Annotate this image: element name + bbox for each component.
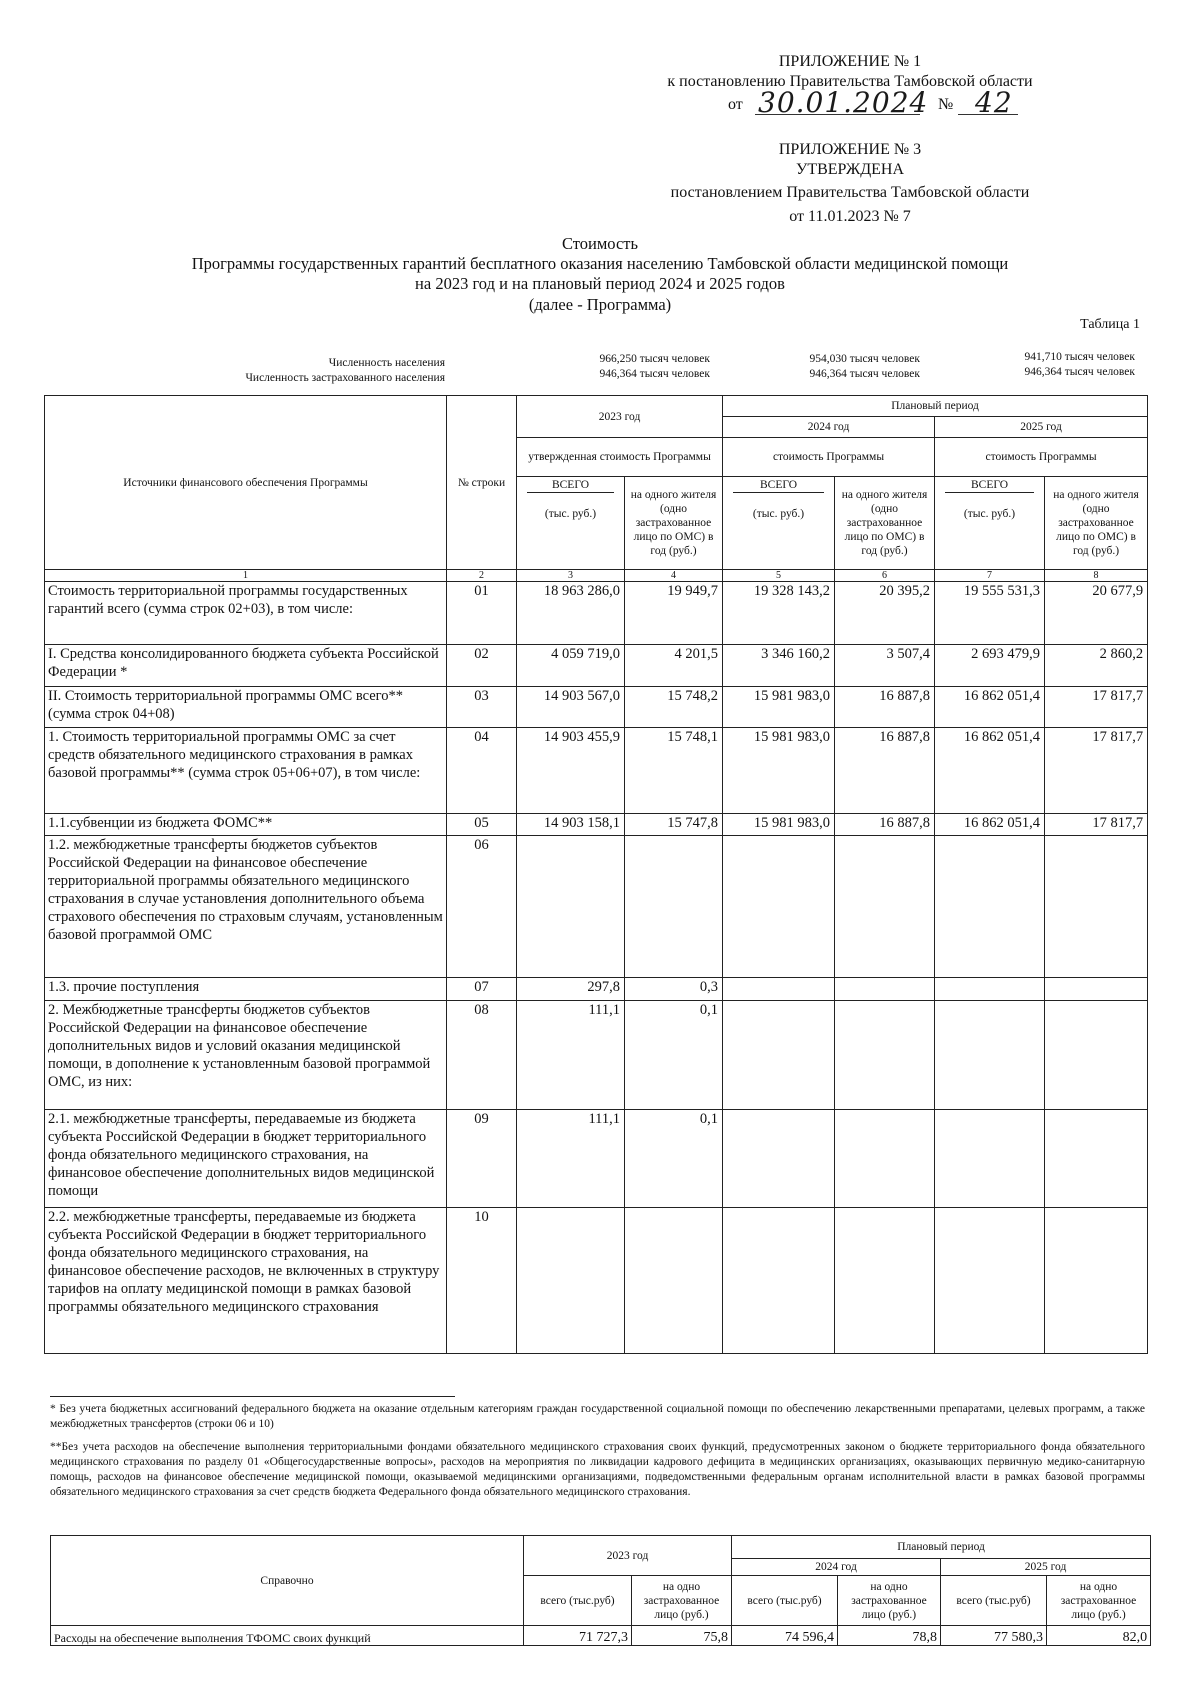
ref-year-2024-header: 2024 год [732,1559,941,1576]
value-cell [1045,1001,1148,1110]
col-number: 8 [1045,570,1148,582]
value-cell: 111,1 [517,1001,625,1110]
value-cell [935,978,1045,1001]
approved-cost-header: утвержденная стоимость Программы [517,438,723,477]
value-cell [517,836,625,978]
value-cell [723,1208,835,1354]
row-number: 06 [447,836,517,978]
footnote-separator [50,1396,455,1397]
footnote-2: **Без учета расходов на обеспечение выполнения территориальными фондами обязательного медицинского страхования своих функций, предусмотренных законом о бюджете территориального фонда обязательного медицинского страхования по разделу 01 «Общегосударственные вопросы», расходов на мероприятия по ликвидации кадрового дефицита в медицинских организациях, оказывающих первичную медико-санитарную помощь, расходов на финансовое обеспечение медицинской помощи, оказываемой медицинскими организациями, подведомственными федеральным органам исполнительной власти в рамках базовой программы обязательного медицинского страхования за счет средств бюджета Федерального фонда обязательного медицинского страхования. [50,1441,1145,1498]
table-label: Таблица 1 [1080,317,1140,332]
insured-2025: 946,364 тысяч человек [1024,366,1135,378]
row-label: 1.2. межбюджетные трансферты бюджетов субъектов Российской Федерации на финансовое обеспечение территориальной программы обязательного медицинского страхования в случае установления дополнительного объема страхового обеспечения по страховым случаям, установленным базовой программой ОМС [45,836,447,978]
table-row [45,836,1148,978]
value-cell: 2 693 479,9 [935,645,1045,687]
value-cell: 4 059 719,0 [517,645,625,687]
table-row [45,728,1148,814]
table-row [45,1208,1148,1354]
value-cell: 20 677,9 [1045,582,1148,645]
value-cell: 0,3 [625,978,723,1001]
value-cell: 15 747,8 [625,814,723,836]
value-cell [935,836,1045,978]
value-cell [723,1001,835,1110]
sources-header: Источники финансового обеспечения Программы [45,396,447,570]
appendix1-reference: к постановлению Правительства Тамбовской области [667,73,1033,90]
value-cell: 111,1 [517,1110,625,1208]
value-cell: 16 887,8 [835,814,935,836]
year-2024-header: 2024 год [723,417,935,438]
reference-table [50,1535,1151,1646]
value-cell [723,978,835,1001]
population-2024: 954,030 тысяч человек [809,353,920,365]
value-cell [1045,1208,1148,1354]
ref-per-insured-2024-header: на одно застрахованное лицо (руб.) [838,1576,941,1626]
value-cell: 14 903 455,9 [517,728,625,814]
row-label: 2.2. межбюджетные трансферты, передаваемые из бюджета субъекта Российской Федерации в бюджет территориального фонда обязательного медицинского страхования, на финансовое обеспечение расходов, не включенных в структуру тарифов на оплату медицинской помощи в рамках базовой программы обязательного медицинского страхования [45,1208,447,1354]
appendix1-date-handwritten: 30.01.2024 [758,86,929,119]
row-label: I. Средства консолидированного бюджета субъекта Российской Федерации * [45,645,447,687]
row-label: 2.1. межбюджетные трансферты, передаваемые из бюджета субъекта Российской Федерации в бюджет территориального фонда обязательного медицинского страхования, на финансовое обеспечение дополнительных видов медицинской помощи [45,1110,447,1208]
ref-row-tfoms-expenses [51,1626,1151,1646]
ref-total-2025-header: всего (тыс.руб) [941,1576,1047,1626]
table-row [45,687,1148,728]
row-number: 10 [447,1208,517,1354]
appendix1-title: ПРИЛОЖЕНИЕ № 1 [778,53,922,70]
doc-title-line3: на 2023 год и на плановый период 2024 и 2025 годов [415,274,785,293]
ref-total-2023-header: всего (тыс.руб) [524,1576,632,1626]
row-number: 03 [447,687,517,728]
value-cell: 0,1 [625,1001,723,1110]
value-cell: 19 555 531,3 [935,582,1045,645]
value-cell: 16 887,8 [835,728,935,814]
appendix1-number-handwritten: 42 [975,86,1013,119]
row-label: Стоимость территориальной программы государственных гарантий всего (сумма строк 02+03), в том числе: [45,582,447,645]
row-no-header: № строки [447,396,517,570]
ref-value: 75,8 [632,1626,732,1646]
row-label: 1.3. прочие поступления [45,978,447,1001]
ref-planned-header: Плановый период [732,1536,1151,1559]
ref-value: 74 596,4 [732,1626,838,1646]
planned-period-header: Плановый период [723,396,1148,417]
per-resident-2025-header: на одного жителя (одно застрахованное лицо по ОМС) в год (руб.) [1045,477,1148,570]
cost-table [44,395,1148,1354]
value-cell [723,836,835,978]
value-cell: 3 346 160,2 [723,645,835,687]
value-cell [835,1110,935,1208]
year-2023-header: 2023 год [517,396,723,438]
col-number: 6 [835,570,935,582]
value-cell: 15 981 983,0 [723,814,835,836]
date-underline [755,114,920,115]
ref-row-label: Расходы на обеспечение выполнения ТФОМС своих функций [51,1626,524,1646]
year-2025-header: 2025 год [935,417,1148,438]
value-cell: 14 903 158,1 [517,814,625,836]
value-cell [625,836,723,978]
value-cell: 20 395,2 [835,582,935,645]
value-cell [835,1001,935,1110]
value-cell [835,836,935,978]
value-cell: 15 981 983,0 [723,728,835,814]
column-number-row [45,570,1148,582]
approved-label: УТВЕРЖДЕНА [795,161,904,178]
per-resident-2024-header: на одного жителя (одно застрахованное лицо по ОМС) в год (руб.) [835,477,935,570]
ref-value: 82,0 [1047,1626,1151,1646]
doc-title-line2: Программы государственных гарантий бесплатного оказания населению Тамбовской области медицинской помощи [191,254,1009,273]
value-cell: 17 817,7 [1045,687,1148,728]
insured-2023: 946,364 тысяч человек [599,368,710,380]
value-cell [723,1110,835,1208]
value-cell [935,1208,1045,1354]
population-label: Численность населения [328,357,445,369]
ref-value: 71 727,3 [524,1626,632,1646]
appendix1-number-label: № [938,96,954,113]
value-cell: 18 963 286,0 [517,582,625,645]
value-cell [935,1110,1045,1208]
table-row [45,582,1148,645]
program-cost-2025-header: стоимость Программы [935,438,1148,477]
value-cell: 2 860,2 [1045,645,1148,687]
ref-total-2024-header: всего (тыс.руб) [732,1576,838,1626]
table-row [45,814,1148,836]
value-cell: 17 817,7 [1045,814,1148,836]
value-cell [1045,1110,1148,1208]
value-cell: 17 817,7 [1045,728,1148,814]
row-number: 07 [447,978,517,1001]
value-cell [835,978,935,1001]
row-number: 09 [447,1110,517,1208]
value-cell: 16 887,8 [835,687,935,728]
value-cell: 14 903 567,0 [517,687,625,728]
appendix3-title: ПРИЛОЖЕНИЕ № 3 [778,141,922,158]
value-cell: 0,1 [625,1110,723,1208]
row-number: 01 [447,582,517,645]
row-number: 05 [447,814,517,836]
appendix1-from-label: от [728,96,743,113]
footnote-1: * Без учета бюджетных ассигнований федерального бюджета на оказание отдельным категориям граждан государственной социальной помощи по обеспечению лекарственными препаратами, целевых программ, а также межбюджетных трансфертов (строки 06 и 10) [50,1403,1145,1430]
total-2025-header: ВСЕГО (тыс. руб.) [935,477,1045,570]
doc-title-line4: (далее - Программа) [528,295,672,314]
population-2023: 966,250 тысяч человек [599,353,710,365]
value-cell: 16 862 051,4 [935,687,1045,728]
row-number: 08 [447,1001,517,1110]
col-number: 3 [517,570,625,582]
value-cell: 15 981 983,0 [723,687,835,728]
total-2023-header: ВСЕГО (тыс. руб.) [517,477,625,570]
col-number: 1 [45,570,447,582]
total-2024-header: ВСЕГО (тыс. руб.) [723,477,835,570]
row-label: 1.1.субвенции из бюджета ФОМС** [45,814,447,836]
number-underline [958,114,1018,115]
value-cell: 16 862 051,4 [935,814,1045,836]
program-cost-2024-header: стоимость Программы [723,438,935,477]
table-row [45,1001,1148,1110]
ref-value: 77 580,3 [941,1626,1047,1646]
value-cell [1045,836,1148,978]
insured-population-label: Численность застрахованного населения [245,372,445,384]
appendix3-reference: постановлением Правительства Тамбовской области [670,184,1030,201]
value-cell: 19 328 143,2 [723,582,835,645]
value-cell: 4 201,5 [625,645,723,687]
row-label: 2. Межбюджетные трансферты бюджетов субъектов Российской Федерации на финансовое обеспечение дополнительных видов и условий оказания медицинской помощи, в дополнение к установленным базовой программой ОМС, из них: [45,1001,447,1110]
appendix3-date: от 11.01.2023 № 7 [789,208,911,225]
col-number: 4 [625,570,723,582]
value-cell: 16 862 051,4 [935,728,1045,814]
col-number: 7 [935,570,1045,582]
value-cell: 3 507,4 [835,645,935,687]
row-label: II. Стоимость территориальной программы ОМС всего** (сумма строк 04+08) [45,687,447,728]
table-row [45,978,1148,1001]
table-row [45,645,1148,687]
value-cell: 297,8 [517,978,625,1001]
value-cell [935,1001,1045,1110]
population-2025: 941,710 тысяч человек [1024,351,1135,363]
table-row [45,1110,1148,1208]
ref-year-2023-header: 2023 год [524,1536,732,1576]
ref-per-insured-2023-header: на одно застрахованное лицо (руб.) [632,1576,732,1626]
row-number: 02 [447,645,517,687]
reference-label: Справочно [51,1536,524,1626]
col-number: 2 [447,570,517,582]
ref-per-insured-2025-header: на одно застрахованное лицо (руб.) [1047,1576,1151,1626]
col-number: 5 [723,570,835,582]
ref-value: 78,8 [838,1626,941,1646]
insured-2024: 946,364 тысяч человек [809,368,920,380]
row-label: 1. Стоимость территориальной программы ОМС за счет средств обязательного медицинского страхования в рамках базовой программы** (сумма строк 05+06+07), в том числе: [45,728,447,814]
value-cell [625,1208,723,1354]
value-cell [517,1208,625,1354]
ref-year-2025-header: 2025 год [941,1559,1151,1576]
per-resident-2023-header: на одного жителя (одно застрахованное лицо по ОМС) в год (руб.) [625,477,723,570]
value-cell [1045,978,1148,1001]
row-number: 04 [447,728,517,814]
value-cell: 15 748,1 [625,728,723,814]
value-cell [835,1208,935,1354]
value-cell: 19 949,7 [625,582,723,645]
value-cell: 15 748,2 [625,687,723,728]
doc-title-line1: Стоимость [561,234,639,253]
